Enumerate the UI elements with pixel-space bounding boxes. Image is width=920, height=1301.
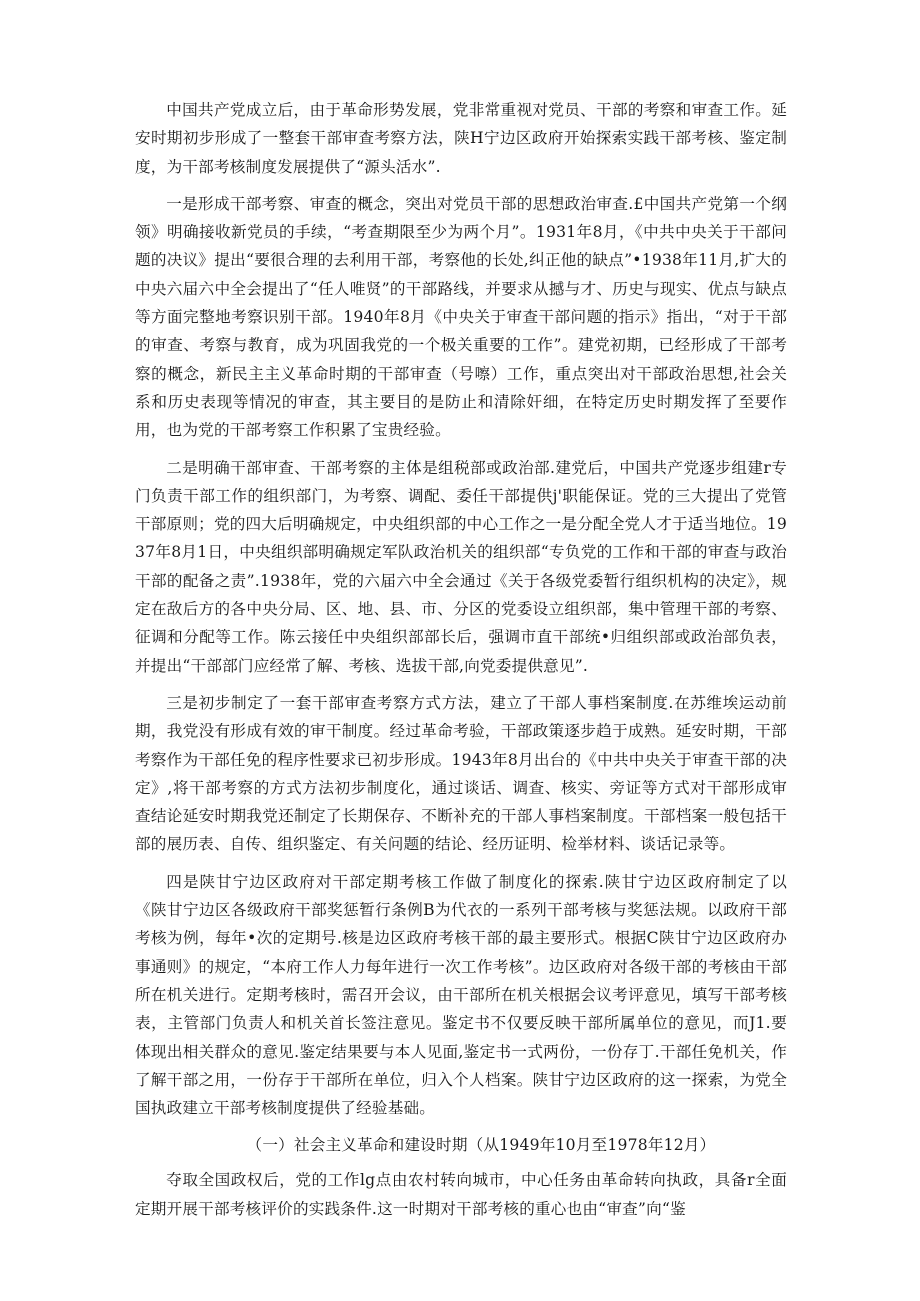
paragraph-point-three: 三是初步制定了一套干部审查考察方式方法，建立了干部人事档案制度.在苏维埃运动前期，我党没有形成有效的审干制度。经过革命考验，干部政策逐步趋于成熟。延安时期，干部考察作为干部任免的程序性要求已初步形成。1943年8月出台的《中共中央关于审查干部的决定》,将干部考察的方式方法初步制度化，通过谈话、调查、核实、旁证等方式对干部形成审查结论延安时期我党还制定了长期保存、不断补充的干部人事档案制度。干部档案一般包括干部的展历表、自传、组织鉴定、有关问题的结论、经历证明、检举材料、谈话记录等。 <box>135 693 787 854</box>
paragraph-point-two: 二是明确干部审查、干部考察的主体是组税部或政治部.建党后，中国共产党逐步组建r专门负责干部工作的组织部门，为考察、调配、委任干部提供j'职能保证。党的三大提出了党管干部原则；党的四大后明确规定，中央组织部的中心工作之一是分配全党人才于适当地位。1937年8月1日，中央组织部明确规定军队政治机关的组织部“专负党的工作和干部的审查与政治干部的配备之责”.1938年，党的六届六中全会通过《关于各级党委暂行组织机构的决定》，规定在敌后方的各中央分局、区、地、县、市、分区的党委设立组织部，集中管理干部的考察、征调和分配等工作。陈云接任中央组织部部长后，强调市直干部统•归组织部或政治部负表，并提出“干部部门应经常了解、考核、选拔干部,向党委提供意见”. <box>135 458 787 675</box>
paragraph-point-one: 一是形成干部考察、审查的概念，突出对党员干部的思想政治审查.£中国共产党第一个纲领》明确接收新党员的手续，“考查期限至少为两个月”。1931年8月，《中共中央关于干部问题的决议》提出“要很合理的去利用干部，考察他的长处,纠正他的缺点”•1938年11月,扩大的中央六届六中全会提出了“任人唯贤”的干部路线，并要求从撼与才、历史与现实、优点与缺点等方面完整地考察识别干部。1940年8月《中央关于审查干部问题的指示》指出，“对于干部的审查、考察与教育，成为巩固我党的一个极关重要的工作”。建党初期，已经形成了干部考察的概念，新民主主义革命时期的干部审查（号嚓）工作，重点突出对干部政治思想,社会关系和历史表现等情况的审查，其主要目的是防止和清除奸细，在特定历史时期发挥了至要作用，也为党的干部考察工作积累了宝贵经验。 <box>135 194 787 440</box>
paragraph-point-four: 四是陕甘宁边区政府对干部定期考核工作做了制度化的探索.陕甘宁边区政府制定了以《陕甘宁边区各级政府干部奖惩暂行条例B为代衣的一系列干部考核与奖惩法规。以政府干部考核为例，每年•次的定期号.核是边区政府考核干部的最主要形式。根据C陕甘宁边区政府办事通则》的规定，“本府工作人力每年进行一次工作考核”。边区政府对各级干部的考核由干部所在机关进行。定期考核时，需召开会议，由干部所在机关根据会议考评意见，填写干部考核表，主管部门负责人和机关首长签注意见。鉴定书不仅要反映干部所属单位的意见，而J1.要体现出相关群众的意见.鉴定结果要与本人见面,鉴定书一式两份，一份存丁.干部任免机关，作了解干部之用，一份存于干部所在单位，归入个人档案。陕甘宁边区政府的这一探索，为党全国执政建立干部考核制度提供了经验基础。 <box>135 872 787 1118</box>
section-heading: （一）社会主义革命和建设时期（从1949年10月至1978年12月） <box>246 1136 716 1155</box>
paragraph-intro: 中国共产党成立后，由于革命形势发展，党非常重视对党员、干部的考察和审查工作。延安时期初步形成了一整套干部审查考察方法，陕H宁边区政府开始探索实践干部考核、鉴定制度，为干部考核制度发展提供了“源头活水”. <box>135 101 787 176</box>
document-page <box>135 96 787 1232</box>
paragraph-section-intro: 夺取全国政权后，党的工作lg点由农村转向城市，中心任务由革命转向执政，具备r全面定期开展干部考核评价的实践条件.这一时期对干部考核的重心也由“审查”向“鉴 <box>135 1171 787 1218</box>
